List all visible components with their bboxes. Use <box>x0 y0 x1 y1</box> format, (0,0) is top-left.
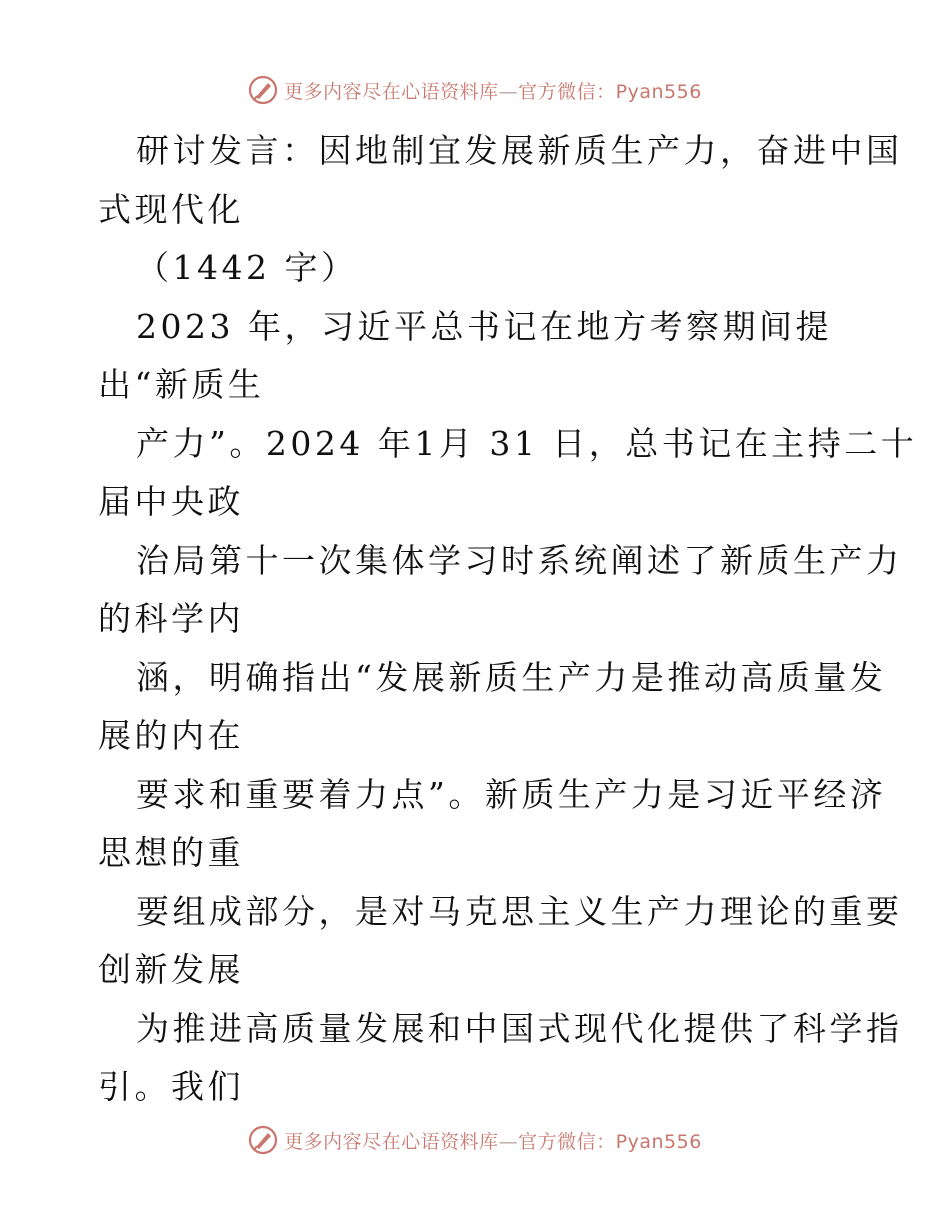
quill-logo-icon <box>248 1125 278 1155</box>
text-line: 的科学内 <box>98 599 244 638</box>
header-watermark <box>0 70 950 110</box>
watermark-text: 更多内容尽在心语资料库—官方微信：Pyan556 <box>284 1130 702 1153</box>
text-line: 引。我们 <box>98 1067 244 1106</box>
text-line: 产力”。2024 年1月 31 日，总书记在主持二十 <box>136 423 918 463</box>
text-line: 涵，明确指出“发展新质生产力是推动高质量发 <box>136 657 887 697</box>
text-line: 为推进高质量发展和中国式现代化提供了科学指 <box>136 1008 903 1048</box>
text-line: 届中央政 <box>98 482 244 521</box>
text-line: 思想的重 <box>98 833 244 872</box>
text-line: 创新发展 <box>98 950 244 989</box>
text-line: 式现代化 <box>98 189 244 229</box>
text-line: 研讨发言：因地制宜发展新质生产力，奋进中国 <box>136 131 903 170</box>
text-line: 2023 年，习近平总书记在地方考察期间提 <box>136 306 832 346</box>
text-line: 治局第十一次集体学习时系统阐述了新质生产力 <box>136 540 903 580</box>
text-line: 要求和重要着力点”。新质生产力是习近平经济 <box>136 774 887 814</box>
text-line: （1442 字） <box>136 248 358 287</box>
text-line: 出“新质生 <box>98 365 265 404</box>
text-line: 要组成部分，是对马克思主义生产力理论的重要 <box>136 891 903 931</box>
quill-logo-icon <box>248 75 278 105</box>
document-body <box>98 122 918 1117</box>
text-line: 展的内在 <box>98 716 244 755</box>
watermark-text: 更多内容尽在心语资料库—官方微信：Pyan556 <box>284 80 702 103</box>
footer-watermark <box>0 1120 950 1160</box>
